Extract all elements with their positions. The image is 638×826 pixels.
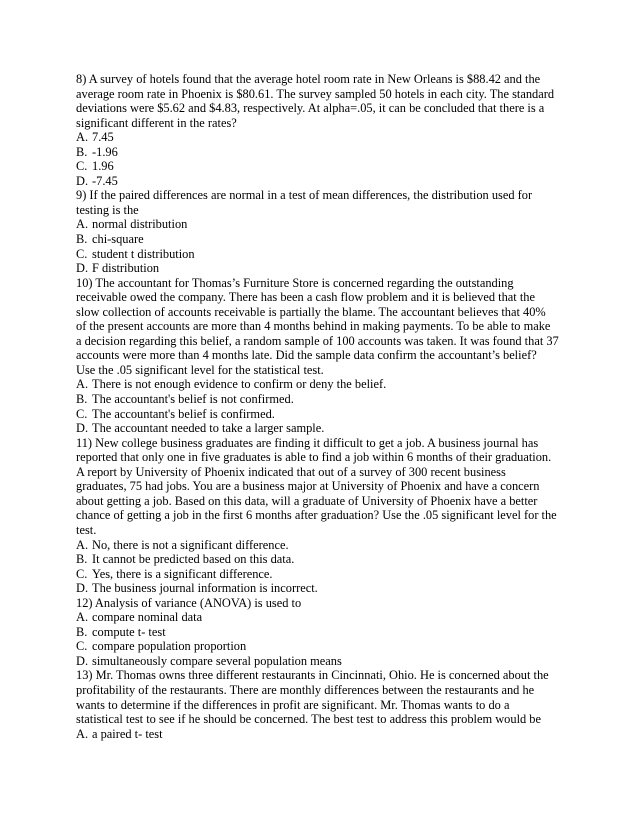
answer-option [76,232,566,247]
question-text-line: testing is the [76,202,139,217]
option-text: Yes, there is a significant difference. [92,566,273,581]
question-text-line: statistical test to see if he should be concerned. The best test to address this problem would be [76,712,541,727]
option-text: -7.45 [92,173,118,188]
option-letter: A. [76,537,89,552]
option-letter: A. [76,130,89,145]
option-letter: C. [76,566,88,581]
option-text: The accountant's belief is confirmed. [92,406,275,421]
option-text: simultaneously compare several population means [92,653,342,668]
option-letter: A. [76,726,89,741]
question-3 [76,276,566,436]
question-5 [76,596,566,669]
option-letter: D. [76,421,89,436]
answer-option [76,247,566,262]
answer-option [76,610,566,625]
answer-option [76,538,566,553]
question-1 [76,72,566,188]
answer-option [76,421,566,436]
question-2 [76,188,566,275]
question-text-line: 8) A survey of hotels found that the average hotel room rate in New Orleans is $88.42 and the [76,72,541,86]
option-text: 7.45 [92,130,114,145]
option-letter: A. [76,217,89,232]
option-text: The accountant needed to take a larger sample. [92,421,325,436]
answer-option [76,145,566,160]
option-letter: B. [76,144,88,159]
question-text-line: 9) If the paired differences are normal in a test of mean differences, the distribution used for [76,188,533,203]
answer-option [76,392,566,407]
option-letter: D. [76,173,89,188]
question-text-line: profitability of the restaurants. There are monthly differences between the restaurants and he [76,682,535,697]
answer-option [76,654,566,669]
answer-option [76,581,566,596]
option-text: It cannot be predicted based on this data. [92,552,295,567]
answer-option [76,130,566,145]
option-letter: B. [76,392,88,407]
question-text-line: a decision regarding this belief, a random sample of 100 accounts was taken. It was found that 37 [76,333,559,348]
option-letter: D. [76,653,89,668]
question-text-line: slow collection of accounts receivable is partially the blame. The accountant believes that 40% [76,304,546,319]
answer-option [76,407,566,422]
answer-option [76,217,566,232]
question-text-line: A report by University of Phoenix indicated that out of a survey of 300 recent business [76,464,506,479]
option-letter: C. [76,246,88,261]
option-text: compute t- test [92,624,166,639]
option-letter: B. [76,552,88,567]
document-page [76,72,566,741]
question-text-line: deviations were $5.62 and $4.83, respectively. At alpha=.05, it can be concluded that there is a [76,101,545,116]
question-text-line: test. [76,522,97,537]
option-text: -1.96 [92,144,118,159]
option-letter: D. [76,261,89,276]
option-letter: B. [76,624,88,639]
option-letter: C. [76,406,88,421]
answer-option [76,552,566,567]
option-text: No, there is not a significant difference. [92,537,289,552]
answer-option [76,261,566,276]
option-letter: B. [76,232,88,247]
question-text-line: chance of getting a job in the first 6 months after graduation? Use the .05 significant level for the [76,508,557,523]
option-text: The business journal information is incorrect. [92,581,318,596]
question-text-line: 10) The accountant for Thomas’s Furniture Store is concerned regarding the outstanding [76,275,514,290]
option-text: a paired t- test [92,726,163,741]
question-4 [76,436,566,596]
option-text: chi-square [92,232,144,247]
option-letter: C. [76,159,88,174]
answer-option [76,727,566,742]
question-text-line: reported that only one in five graduates is able to find a job within 6 months of their graduation. [76,450,552,465]
question-text-line: 11) New college business graduates are finding it difficult to get a job. A business journal has [76,435,539,450]
question-text-line: 12) Analysis of variance (ANOVA) is used to [76,595,302,610]
option-letter: D. [76,581,89,596]
question-text-line: accounts were more than 4 months late. Did the sample data confirm the accountant’s belief? [76,348,537,363]
answer-option [76,567,566,582]
option-letter: A. [76,377,89,392]
question-text-line: Use the .05 significant level for the statistical test. [76,362,324,377]
question-text-line: about getting a job. Based on this data, will a graduate of University of Phoenix have a better [76,493,538,508]
question-text-line: average room rate in Phoenix is $80.61. The survey sampled 50 hotels in each city. The standard [76,86,555,101]
answer-option [76,625,566,640]
option-text: The accountant's belief is not confirmed. [92,392,294,407]
question-text-line: receivable owed the company. There has been a cash flow problem and it is believed that the [76,290,535,305]
question-text-line: of the present accounts are more than 4 months behind in making payments. To be able to make [76,319,551,334]
question-6 [76,668,566,741]
option-letter: C. [76,639,88,654]
option-text: compare population proportion [92,639,247,654]
question-text-line: graduates, 75 had jobs. You are a business major at University of Phoenix and have a concern [76,479,540,494]
option-letter: A. [76,610,89,625]
question-text-line: wants to determine if the differences in profit are significant. Mr. Thomas wants to do a [76,697,510,712]
answer-option [76,377,566,392]
question-text-line: 13) Mr. Thomas owns three different restaurants in Cincinnati, Ohio. He is concerned about the [76,668,549,683]
option-text: normal distribution [92,217,188,232]
option-text: 1.96 [92,159,114,174]
option-text: F distribution [92,261,160,276]
question-text-line: significant different in the rates? [76,115,237,130]
option-text: student t distribution [92,246,195,261]
answer-option [76,174,566,189]
answer-option [76,159,566,174]
option-text: There is not enough evidence to confirm or deny the belief. [92,377,387,392]
answer-option [76,639,566,654]
option-text: compare nominal data [92,610,203,625]
